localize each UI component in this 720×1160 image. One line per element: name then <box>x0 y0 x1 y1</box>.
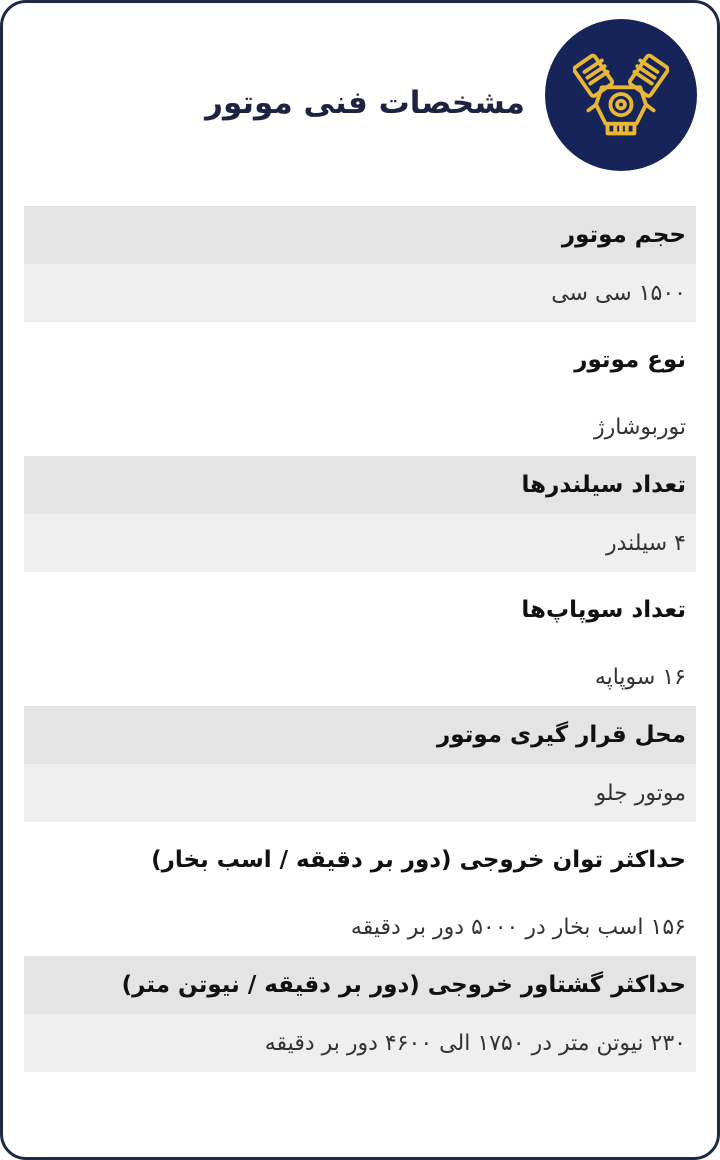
specs-list <box>24 206 696 1072</box>
spec-cylinders <box>24 456 696 572</box>
spec-value: موتور جلو <box>24 764 696 822</box>
spec-value: ۱۵۰۰ سی سی <box>24 264 696 322</box>
spec-label: تعداد سیلندرها <box>24 456 696 514</box>
spec-max-power <box>24 822 696 956</box>
spec-value: ۴ سیلندر <box>24 514 696 572</box>
spec-engine-position <box>24 706 696 822</box>
spec-valves <box>24 572 696 706</box>
spec-max-torque <box>24 956 696 1072</box>
engine-logo <box>545 19 697 171</box>
spec-value: ۱۶ سوپاپه <box>24 648 696 706</box>
spec-value: ۲۳۰ نیوتن متر در ۱۷۵۰ الی ۴۶۰۰ دور بر دقیقه <box>24 1014 696 1072</box>
spec-value: ۱۵۶ اسب بخار در ۵۰۰۰ دور بر دقیقه <box>24 898 696 956</box>
spec-engine-type <box>24 322 696 456</box>
spec-value: توربوشارژ <box>24 398 696 456</box>
spec-label: حداکثر توان خروجی (دور بر دقیقه / اسب بخار) <box>24 822 696 898</box>
spec-label: حداکثر گشتاور خروجی (دور بر دقیقه / نیوتن متر) <box>24 956 696 1014</box>
engine-icon <box>573 47 669 143</box>
specs-header <box>3 3 717 203</box>
page-title: مشخصات فنی موتور <box>205 85 525 121</box>
spec-engine-volume <box>24 206 696 322</box>
spec-label: تعداد سوپاپ‌ها <box>24 572 696 648</box>
spec-label: محل قرار گیری موتور <box>24 706 696 764</box>
spec-label: حجم موتور <box>24 206 696 264</box>
spec-label: نوع موتور <box>24 322 696 398</box>
